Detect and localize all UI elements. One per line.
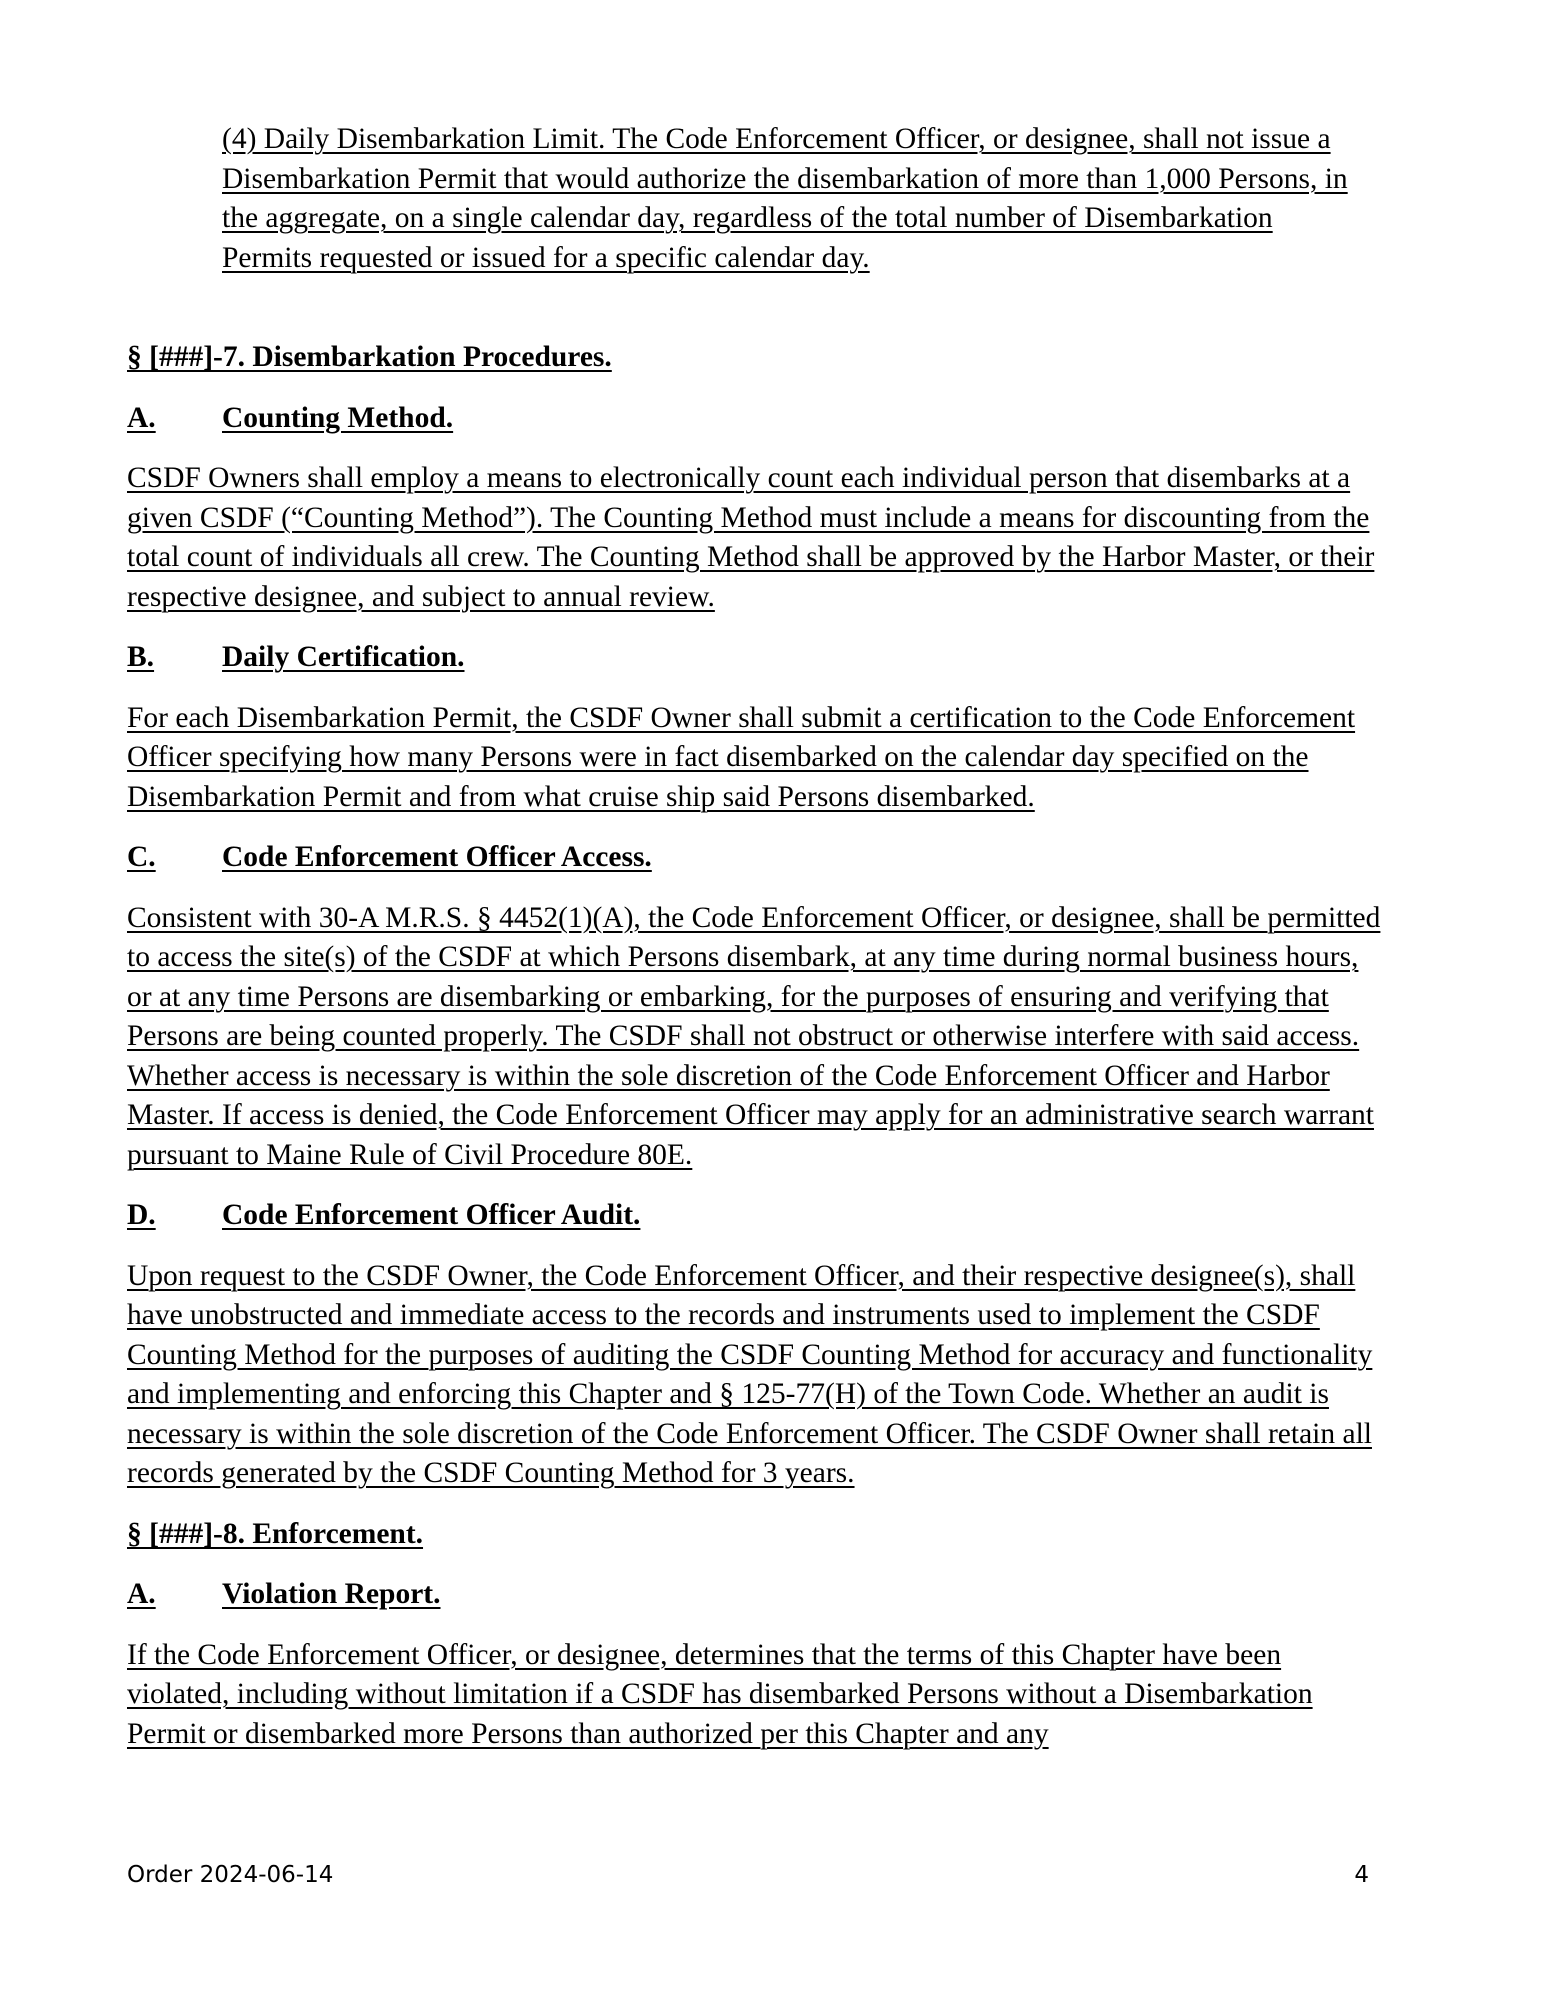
subsection-title: Daily Certification. [222, 641, 465, 673]
section-7b-body: For each Disembarkation Permit, the CSDF Owner shall submit a certification to the Code Enforcement Officer specifying how many Persons were in fact disembarked on the calendar day specified on the Disembarkation Permit and from what cruise ship said Persons disembarked. [127, 701, 1356, 813]
footer-order-label: Order 2024-06-14 [127, 1862, 334, 1888]
section-7c-heading [127, 838, 1382, 878]
subsection-title: Code Enforcement Officer Access. [222, 841, 652, 873]
section-7a-heading [127, 399, 1382, 439]
page-footer [127, 1862, 1369, 1888]
subsection-letter: A. [127, 401, 156, 434]
subsection-letter: C. [127, 841, 156, 873]
section-8-heading: § [###]-8. Enforcement. [127, 1517, 424, 1550]
section-8a-heading [127, 1575, 1382, 1615]
section-8a-body: If the Code Enforcement Officer, or designee, determines that the terms of this Chapter have been violated, including without limitation if a CSDF has disembarked Persons without a Disembarkation Permit or disembarked more Persons than authorized per this Chapter and any [127, 1638, 1313, 1750]
section-7d-body: Upon request to the CSDF Owner, the Code Enforcement Officer, and their respective designee(s), shall have unobstructed and immediate access to the records and instruments used to implement the CSDF Counting Method for the purposes of auditing the CSDF Counting Method for accuracy and functionality and implementing and enforcing this Chapter and § 125-77(H) of the Town Code. Whether an audit is necessary is within the sole discretion of the Code Enforcement Officer. The CSDF Owner shall retain all records generated by the CSDF Counting Method for 3 years. [127, 1259, 1373, 1489]
section-7a-body: CSDF Owners shall employ a means to electronically count each individual person that disembarks at a given CSDF (“Counting Method”). The Counting Method must include a means for discounting from the total count of individuals all crew. The Counting Method shall be approved by the Harbor Master, or their respective designee, and subject to annual review. [127, 462, 1375, 613]
subsection-title: Violation Report. [222, 1578, 441, 1610]
subsection-title: Counting Method. [222, 401, 454, 434]
section-7d-heading [127, 1196, 1382, 1236]
subsection-title: Code Enforcement Officer Audit. [222, 1199, 641, 1231]
page-number: 4 [1354, 1862, 1369, 1888]
subsection-letter: A. [127, 1578, 156, 1610]
subsection-letter: D. [127, 1199, 156, 1231]
section-7-heading: § [###]-7. Disembarkation Procedures. [127, 341, 612, 373]
daily-limit-paragraph: (4) Daily Disembarkation Limit. The Code Enforcement Officer, or designee, shall not issue a Disembarkation Permit that would authorize the disembarkation of more than 1,000 Persons, in the aggregate, on a single calendar day, regardless of the total number of Disembarkation Permits requested or issued for a specific calendar day. [222, 123, 1348, 274]
section-7b-heading [127, 638, 1382, 678]
subsection-letter: B. [127, 641, 155, 673]
section-7c-body: Consistent with 30-A M.R.S. § 4452(1)(A), the Code Enforcement Officer, or designee, shall be permitted to access the site(s) of the CSDF at which Persons disembark, at any time during normal business hours, or at any time Persons are disembarking or embarking, for the purposes of ensuring and verifying that Persons are being counted properly. The CSDF shall not obstruct or otherwise interfere with said access. Whether access is necessary is within the sole discretion of the Code Enforcement Officer and Harbor Master. If access is denied, the Code Enforcement Officer may apply for an administrative search warrant pursuant to Maine Rule of Civil Procedure 80E. [127, 901, 1381, 1171]
page-content [127, 120, 1382, 1754]
